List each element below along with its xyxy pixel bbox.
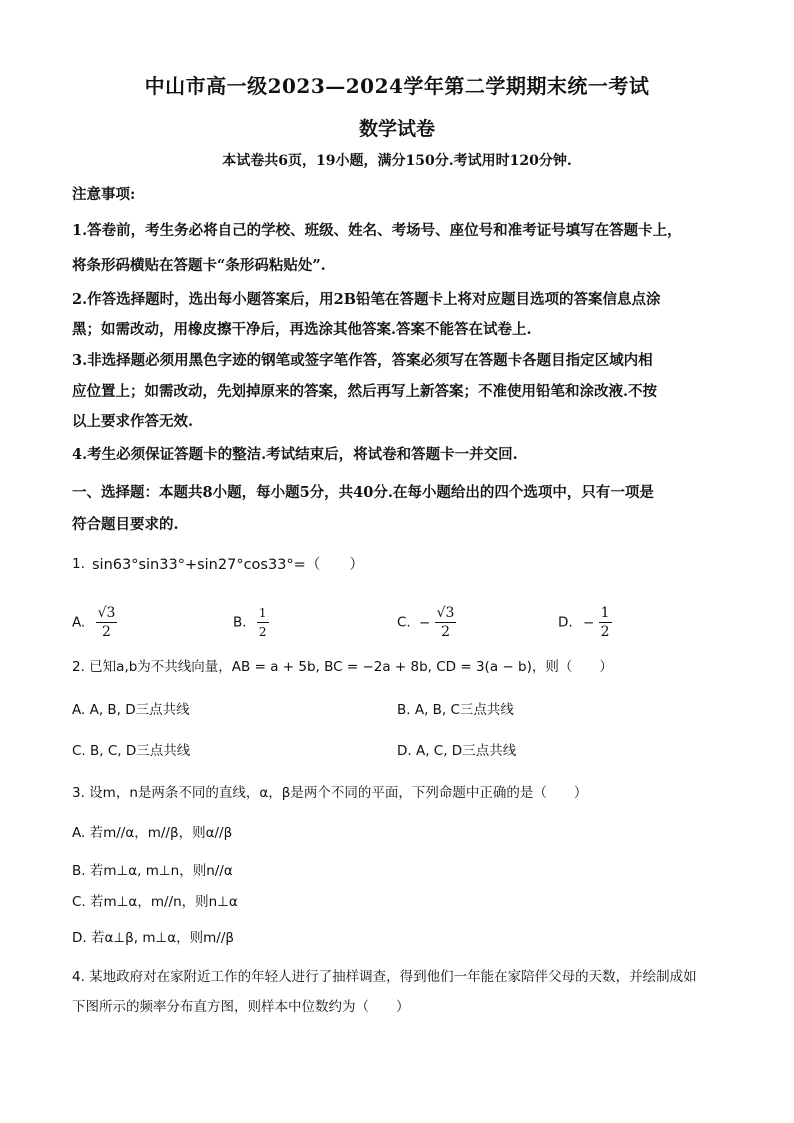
section-1-line-1: 一、选择题：本题共8小题，每小题5分，共40分.在每小题给出的四个选项中，只有一项是 [72, 484, 654, 501]
q2-option-b: B. A, B, C三点共线 [397, 702, 514, 718]
q2-option-d: D. A, C, D三点共线 [397, 743, 517, 759]
q1-a-numerator: √3 [97, 605, 116, 621]
note-3-line-3: 以上要求作答无效. [72, 413, 194, 430]
q2-stem: 2. 已知a,b为不共线向量，AB = a + 5b, BC = −2a + 8b, CD = 3(a − b)，则（ ） [72, 659, 613, 675]
q1-b-denominator: 2 [258, 625, 267, 639]
q1-d-numerator: 1 [600, 605, 610, 621]
note-1-line-2: 将条形码横贴在答题卡“条形码粘贴处”. [72, 257, 326, 274]
note-4: 4.考生必须保证答题卡的整洁.考试结束后，将试卷和答题卡一并交回. [72, 446, 518, 463]
exam-title: 中山市高一级2023—2024学年第二学期期末统一考试 [144, 74, 650, 98]
q1-b-numerator: 1 [257, 604, 269, 623]
note-3-line-2: 应位置上；如需改动，先划掉原来的答案，然后再写上新答案；不准使用铅笔和涂改液.不按 [72, 383, 658, 400]
q1-option-b [233, 604, 269, 641]
q1-c-denominator: 2 [441, 624, 450, 640]
q4-stem-line-2: 下图所示的频率分布直方图，则样本中位数约为（ ） [72, 999, 410, 1015]
q1-d-fraction [599, 604, 612, 641]
q1-a-label: A. [72, 614, 86, 631]
note-1-line-1: 1.答卷前，考生务必将自己的学校、班级、姓名、考场号、座位号和准考证号填写在答题卡上， [72, 222, 682, 239]
q3-option-c: C. 若m⊥α，m//n，则n⊥α [72, 894, 238, 910]
q1-d-denominator: 2 [600, 624, 610, 640]
q1-number: 1. [72, 556, 85, 572]
q1-d-sign: − [582, 614, 595, 631]
q3-option-b: B. 若m⊥α, m⊥n，则n//α [72, 863, 233, 879]
q1-a-fraction [96, 604, 118, 641]
q2-option-a: A. A, B, D三点共线 [72, 702, 190, 718]
q1-option-c [397, 604, 456, 641]
subject-title: 数学试卷 [358, 118, 435, 140]
q3-option-a: A. 若m//α，m//β，则α//β [72, 825, 233, 841]
q1-c-sign: − [419, 614, 431, 631]
q1-b-fraction [257, 604, 269, 641]
exam-info: 本试卷共6页，19小题，满分150分.考试用时120分钟. [222, 153, 572, 169]
note-2-line-1: 2.作答选择题时，选出每小题答案后，用2B铅笔在答题卡上将对应题目选项的答案信息点涂 [72, 291, 661, 308]
q3-stem: 3. 设m，n是两条不同的直线，α，β是两个不同的平面，下列命题中正确的是（ ） [72, 785, 588, 801]
q1-c-numerator: √3 [436, 605, 455, 621]
note-2-line-2: 黑；如需改动，用橡皮擦干净后，再选涂其他答案.答案不能答在试卷上. [72, 321, 532, 338]
q1-a-denominator: 2 [102, 624, 111, 640]
q1-c-label: C. [397, 614, 411, 631]
q1-option-d [558, 604, 612, 641]
q1-b-label: B. [233, 614, 247, 631]
q1-expression: sin63°sin33°+sin27°cos33°=（ ） [92, 557, 364, 573]
q4-stem-line-1: 4. 某地政府对在家附近工作的年轻人进行了抽样调查，得到他们一年能在家陪伴父母的天数，并绘制成如 [72, 969, 697, 985]
q1-option-a [72, 604, 117, 641]
q1-c-fraction [435, 604, 457, 641]
q3-option-d: D. 若α⊥β, m⊥α，则m//β [72, 930, 235, 946]
note-3-line-1: 3.非选择题必须用黑色字迹的钢笔或签字笔作答，答案必须写在答题卡各题目指定区域内相 [72, 352, 653, 369]
q1-d-label: D. [558, 614, 573, 631]
notes-heading: 注意事项: [72, 186, 136, 203]
section-1-line-2: 符合题目要求的. [72, 516, 179, 533]
q2-option-c: C. B, C, D三点共线 [72, 743, 191, 759]
